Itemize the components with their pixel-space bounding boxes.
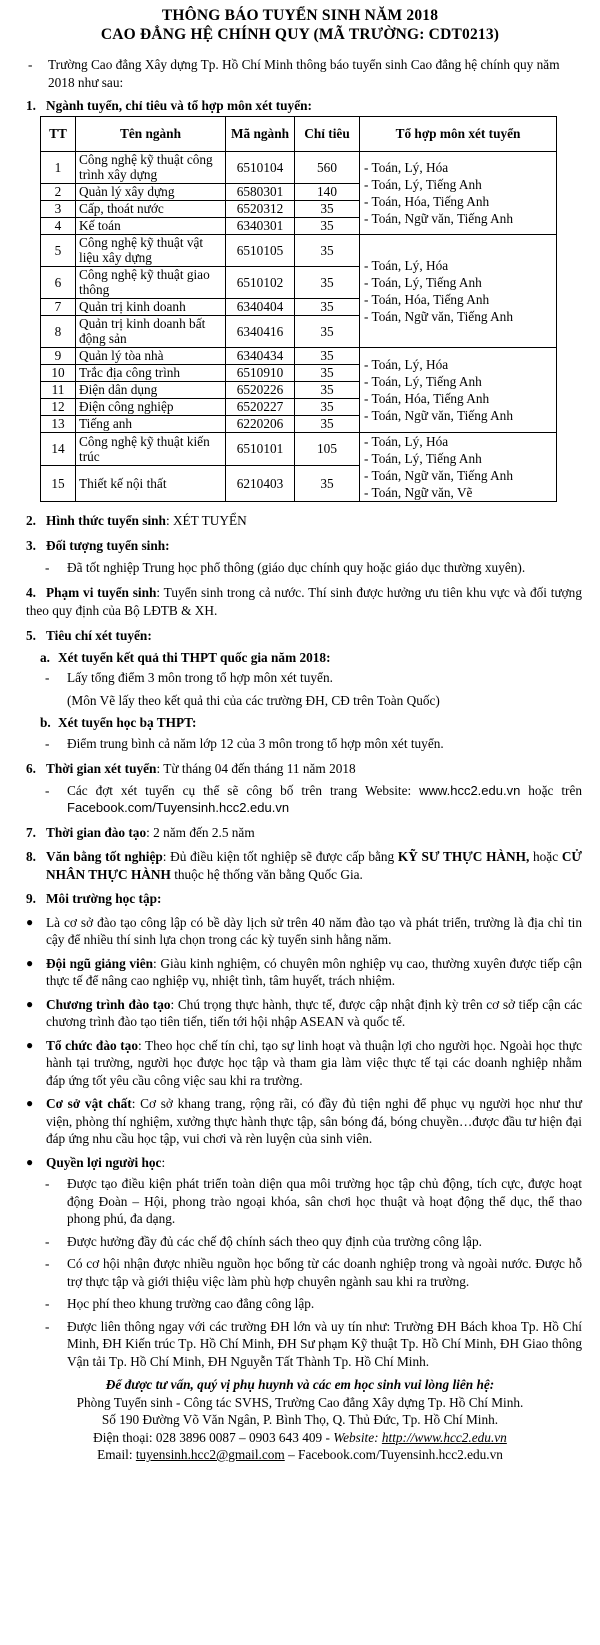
- contact-block: [0, 1376, 600, 1464]
- table-row: 6 Công nghệ kỹ thuật giao thông 6510102 35: [41, 266, 557, 298]
- benefit-item: - Được hưởng đầy đủ các chế độ chính sách theo quy định của trường công lập.: [45, 1233, 482, 1249]
- table-row: 14 Công nghệ kỹ thuật kiến trúc 6510101 105 - Toán, Lý, Hóa - Toán, Lý, Tiếng Anh - Toán, Ngữ văn, Tiếng Anh - Toán, Ngữ văn, Vẽ: [41, 432, 557, 465]
- table-row: 12 Điện công nghiệp 6520227 35: [41, 398, 557, 415]
- table-row: 2 Quản lý xây dựng 6580301 140: [41, 183, 557, 200]
- table-row: 8 Quản trị kinh doanh bất động sản 6340416 35: [41, 315, 557, 347]
- section-5a-item: - Lấy tổng điểm 3 môn trong tổ hợp môn xét tuyển.: [45, 670, 333, 685]
- bullet-curriculum: ● Chương trình đào tạo: Chú trọng thực hành, thực tế, được cập nhật định kỳ trên cơ sở tiếp cận các chương trình đào tạo tiên tiến, tiến tới hội nhập ASEAN và quốc tế.: [26, 996, 582, 1029]
- section-5a-heading: a. Xét tuyển kết quả thi THPT quốc gia năm 2018:: [40, 649, 331, 665]
- section-6-item: - Các đợt xét tuyển cụ thể sẽ công bố trên trang Website: www.hcc2.edu.vn hoặc trên Facebook.com/Tuyensinh.hcc2.edu.vn: [45, 782, 582, 815]
- section-2: 2. Hình thức tuyển sinh: XÉT TUYỂN: [26, 512, 247, 528]
- benefit-item: - Được liên thông ngay với các trường ĐH lớn và uy tín như: Trường ĐH Bách khoa Tp. Hồ Chí Minh, ĐH Kiến trúc Tp. Hồ Chí Minh, ĐH Sư phạm Kỹ thuật Tp. Hồ Chí Minh, ĐH Giao thông Vận tải Tp. Hồ Chí Minh, ĐH Nguyễn Tất Thành Tp. Hồ Chí Minh.: [45, 1318, 582, 1369]
- section-6: 6. Thời gian xét tuyển: Từ tháng 04 đến tháng 11 năm 2018: [26, 761, 356, 776]
- table-row: 7 Quản trị kinh doanh 6340404 35: [41, 298, 557, 315]
- header-quota: Chỉ tiêu: [295, 116, 360, 151]
- facebook-link[interactable]: Facebook.com/Tuyensinh.hcc2.edu.vn: [67, 800, 290, 815]
- bullet-public-school: ● Là cơ sở đào tạo công lập có bề dày lịch sử trên 40 năm đào tạo và phát triển, trường là địa chỉ tin cậy để nhiều thí sinh lựa chọn trong các kỳ tuyển sinh hằng năm.: [26, 914, 582, 947]
- combo-cell-4: - Toán, Lý, Hóa - Toán, Lý, Tiếng Anh - Toán, Ngữ văn, Tiếng Anh - Toán, Ngữ văn, Vẽ: [360, 432, 557, 501]
- table-row: 3 Cấp, thoát nước 6520312 35: [41, 200, 557, 217]
- table-row: 11 Điện dân dụng 6520226 35: [41, 381, 557, 398]
- header-combo: Tổ hợp môn xét tuyển: [360, 116, 557, 151]
- section-5b-heading: b. Xét tuyển học bạ THPT:: [40, 715, 197, 730]
- benefit-item: - Có cơ hội nhận được nhiều nguồn học bổng từ các doanh nghiệp trong và ngoài nước. Được hỗ trợ thực tập và giới thiệu việc làm phù hợp chuyên ngành sau khi ra trường.: [45, 1256, 582, 1289]
- table-row: 4 Kế toán 6340301 35: [41, 217, 557, 234]
- header-name: Tên ngành: [76, 116, 226, 151]
- title-line-2: CAO ĐẲNG HỆ CHÍNH QUY (MÃ TRƯỜNG: CDT0213): [100, 26, 500, 43]
- intro-paragraph: - Trường Cao đẳng Xây dựng Tp. Hồ Chí Minh thông báo tuyển sinh Cao đẳng hệ chính quy năm 2018 như sau:: [28, 56, 578, 91]
- section-8: 8. Văn bằng tốt nghiệp: Đủ điều kiện tốt nghiệp sẽ được cấp bằng KỸ SƯ THỰC HÀNH, hoặc CỬ NHÂN THỰC HÀNH thuộc hệ thống văn bằng Quốc Gia.: [26, 849, 582, 882]
- contact-address: Số 190 Đường Võ Văn Ngân, P. Bình Thọ, Q. Thủ Đức, Tp. Hồ Chí Minh.: [101, 1412, 499, 1427]
- section-5b-item: - Điểm trung bình cả năm lớp 12 của 3 môn trong tổ hợp môn xét tuyển.: [45, 735, 444, 751]
- table-row: 9 Quản lý tòa nhà 6340434 35 - Toán, Lý, Hóa - Toán, Lý, Tiếng Anh - Toán, Hóa, Tiếng Anh - Toán, Ngữ văn, Tiếng Anh: [41, 347, 557, 364]
- combo-cell-1: - Toán, Lý, Hóa - Toán, Lý, Tiếng Anh - Toán, Hóa, Tiếng Anh - Toán, Ngữ văn, Tiếng Anh: [360, 151, 557, 234]
- combo-cell-2: - Toán, Lý, Hóa - Toán, Lý, Tiếng Anh - Toán, Hóa, Tiếng Anh - Toán, Ngữ văn, Tiếng Anh: [360, 234, 557, 347]
- section-5: 5. Tiêu chí xét tuyển:: [26, 628, 152, 643]
- section-9: 9. Môi trường học tập:: [26, 891, 162, 906]
- contact-website-link[interactable]: http://www.hcc2.edu.vn: [381, 1429, 507, 1445]
- section-1-heading: 1. Ngành tuyển, chỉ tiêu và tổ hợp môn xét tuyển:: [26, 98, 312, 113]
- bullet-student-benefits: ● Quyền lợi người học:: [26, 1154, 166, 1170]
- bullet-faculty: ● Đội ngũ giảng viên: Giàu kinh nghiệm, có chuyên môn nghiệp vụ cao, thường xuyên được tiếp cận thực tế để nâng cao nghiệp vụ, nhiệt tình, tâm huyết, trách nhiệm.: [26, 955, 582, 988]
- combo-cell-3: - Toán, Lý, Hóa - Toán, Lý, Tiếng Anh - Toán, Hóa, Tiếng Anh - Toán, Ngữ văn, Tiếng Anh: [360, 347, 557, 432]
- table-row: 13 Tiếng anh 6220206 35: [41, 415, 557, 432]
- header-tt: TT: [41, 116, 76, 151]
- contact-lead: Để được tư vấn, quý vị phụ huynh và các em học sinh vui lòng liên hệ:: [105, 1377, 495, 1392]
- section-7: 7. Thời gian đào tạo: 2 năm đến 2.5 năm: [26, 824, 255, 840]
- intro-text: Trường Cao đẳng Xây dựng Tp. Hồ Chí Minh thông báo tuyển sinh Cao đẳng hệ chính quy năm 2018 như sau:: [48, 57, 560, 90]
- contact-email-line: Email: tuyensinh.hcc2@gmail.com – Facebook.com/Tuyensinh.hcc2.edu.vn: [97, 1447, 503, 1462]
- title-line-1: THÔNG BÁO TUYỂN SINH NĂM 2018: [161, 7, 439, 24]
- bullet-facilities: ● Cơ sở vật chất: Cơ sở khang trang, rộng rãi, có đầy đủ tiện nghi để phục vụ người học như thư viện, phòng thí nghiệm, xưởng thực hành thực tập, sân bóng đá, bóng chuyền…được đầu tư hiện đại đáp ứng nhu cầu học tập, vui chơi và rèn luyện của sinh viên.: [26, 1096, 582, 1146]
- header-code: Mã ngành: [226, 116, 295, 151]
- section-4: 4. Phạm vi tuyển sinh: Tuyển sinh trong cả nước. Thí sinh được hưởng ưu tiên khu vực và đối tượng theo quy định của Bộ LĐTB & XH.: [26, 585, 582, 618]
- contact-phone-line: Điện thoại: 028 3896 0087 – 0903 643 409 - Website: http://www.hcc2.edu.vn: [93, 1429, 507, 1445]
- section-5a-note: (Môn Vẽ lấy theo kết quả thi của các trường ĐH, CĐ trên Toàn Quốc): [67, 692, 440, 708]
- section-3-item: - Đã tốt nghiệp Trung học phổ thông (giáo dục chính quy hoặc giáo dục thường xuyên).: [45, 559, 526, 575]
- contact-office: Phòng Tuyển sinh - Công tác SVHS, Trường Cao đẳng Xây dựng Tp. Hồ Chí Minh.: [76, 1394, 524, 1410]
- benefit-item: - Học phí theo khung trường cao đẳng công lập.: [45, 1296, 315, 1311]
- section-3: 3. Đối tượng tuyển sinh:: [26, 538, 170, 553]
- benefit-item: - Được tạo điều kiện phát triển toàn diện qua môi trường học tập chủ động, tích cực, được hoạt động Đoàn – Hội, phong trào ngoại khóa, sân chơi học thuật và hoạt động thể dục, thể thao phong phú, đa dạng.: [45, 1176, 582, 1226]
- table-row: 15 Thiết kế nội thất 6210403 35: [41, 465, 557, 501]
- contact-email-link[interactable]: tuyensinh.hcc2@gmail.com: [135, 1447, 285, 1462]
- website-link[interactable]: www.hcc2.edu.vn: [419, 782, 521, 798]
- bullet-organization: ● Tổ chức đào tạo: Theo học chế tín chỉ, tạo sự linh hoạt và thuận lợi cho người học. Ngoài học thực hành tại trường, người học được học tập và tham gia làm việc thực tế tại các doanh nghiệp nhằm đáp ứng tốt yêu cầu công việc sau khi ra trường.: [26, 1037, 582, 1088]
- table-row: 5 Công nghệ kỹ thuật vật liệu xây dựng 6510105 35 - Toán, Lý, Hóa - Toán, Lý, Tiếng Anh - Toán, Hóa, Tiếng Anh - Toán, Ngữ văn, Tiếng Anh: [41, 234, 557, 266]
- table-row: 1 Công nghệ kỹ thuật công trình xây dựng 6510104 560 - Toán, Lý, Hóa - Toán, Lý, Tiếng Anh - Toán, Hóa, Tiếng Anh - Toán, Ngữ văn, Tiếng Anh: [41, 151, 557, 183]
- page-title: [0, 0, 600, 44]
- majors-table: [40, 116, 557, 502]
- table-row: 10 Trắc địa công trình 6510910 35: [41, 364, 557, 381]
